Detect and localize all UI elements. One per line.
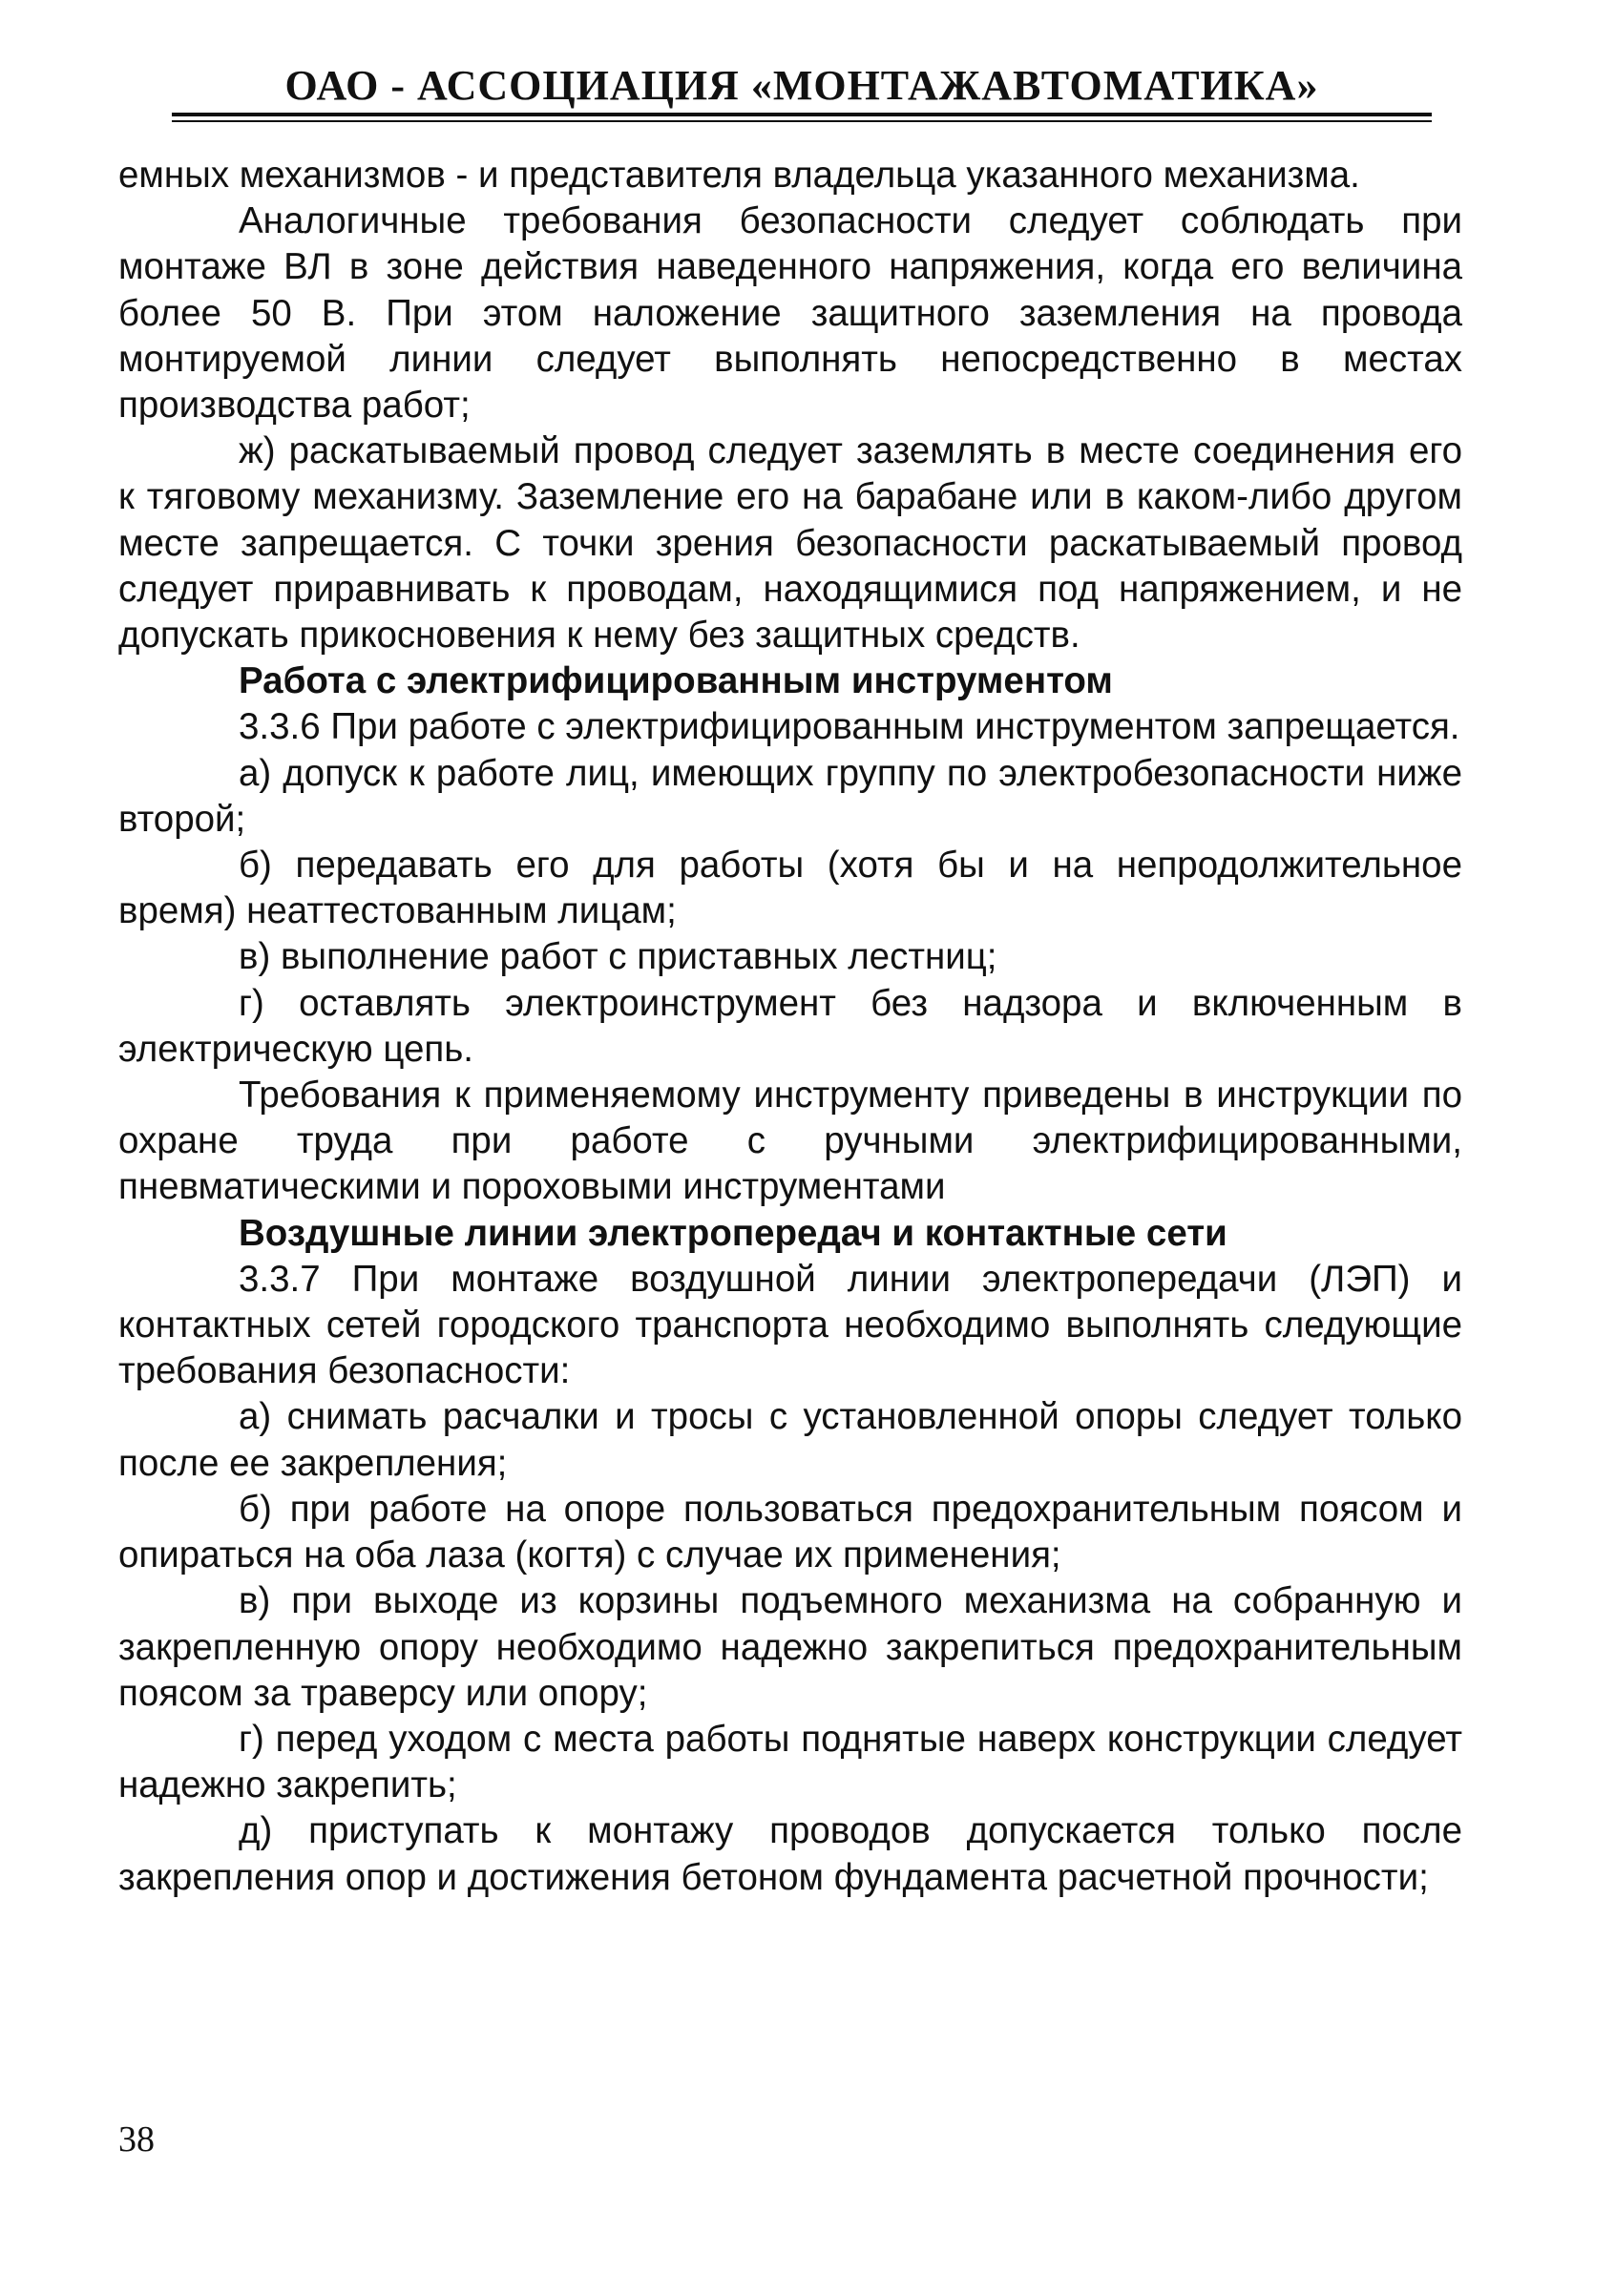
paragraph-induced-voltage: Аналогичные требования безопасности следует соблюдать при монтаже ВЛ в зоне действия наведенного напряжения, когда его величина более 50 В. При этом наложение защитного заземления на провода монтируемой линии следует выполнять непосредственно в местах производства работ;	[118, 200, 1462, 427]
header-rule-thick	[172, 113, 1432, 116]
paragraph-3-3-6: 3.3.6 При работе с электрифицированным инструментом запрещается.	[239, 706, 1460, 748]
list-item-v: в) выполнение работ с приставных лестниц;	[239, 936, 997, 978]
header-rule-thin	[172, 120, 1432, 122]
paragraph-continuation: емных механизмов - и представителя владельца указанного механизма.	[118, 155, 1360, 196]
list-item-v-2: в) при выходе из корзины подъемного механизма на собранную и закрепленную опору необходимо надежно закрепиться предохранительным поясом за траверсу или опору;	[118, 1580, 1462, 1714]
section-heading-tools: Работа с электрифицированным инструментом	[239, 660, 1113, 702]
list-item-b-2: б) при работе на опоре пользоваться предохранительным поясом и опираться на оба лаза (когтя) с случае их применения;	[118, 1488, 1462, 1576]
list-item-d-2: д) приступать к монтажу проводов допускается только после закрепления опор и достижения бетоном фундамента расчетной прочности;	[118, 1810, 1462, 1898]
paragraph-3-3-7: 3.3.7 При монтаже воздушной линии электропередачи (ЛЭП) и контактных сетей городского транспорта необходимо выполнять следующие требования безопасности:	[118, 1258, 1462, 1392]
section-heading-power-lines: Воздушные линии электропередач и контактные сети	[239, 1212, 1227, 1254]
body-text	[118, 153, 1462, 1901]
page-number: 38	[118, 2119, 155, 2160]
list-item-a: а) допуск к работе лиц, имеющих группу по электробезопасности ниже второй;	[118, 752, 1462, 840]
list-item-g-2: г) перед уходом с места работы поднятые наверх конструкции следует надежно закрепить;	[118, 1718, 1462, 1806]
running-header: ОАО - АССОЦИАЦИЯ «МОНТАЖАВТОМАТИКА»	[284, 62, 1319, 109]
paragraph-item-zh: ж) раскатываемый провод следует заземлять в месте соединения его к тяговому механизму. Заземление его на барабане или в каком-либо другом месте запрещается. С точки зрения безопасности раскатываемый провод следует приравнивать к проводам, находящимися под напряжением, и не допускать прикосновения к нему без защитных средств.	[118, 430, 1462, 657]
paragraph-tool-requirements: Требования к применяемому инструменту приведены в инструкции по охране труда при работе с ручными электрифицированными, пневматическими и пороховыми инструментами	[118, 1075, 1462, 1208]
list-item-a-2: а) снимать расчалки и тросы с установленной опоры следует только после ее закрепления;	[118, 1396, 1462, 1484]
list-item-g: г) оставлять электроинструмент без надзора и включенным в электрическую цепь.	[118, 982, 1462, 1070]
list-item-b: б) передавать его для работы (хотя бы и на непродолжительное время) неаттестованным лицам;	[118, 845, 1462, 932]
